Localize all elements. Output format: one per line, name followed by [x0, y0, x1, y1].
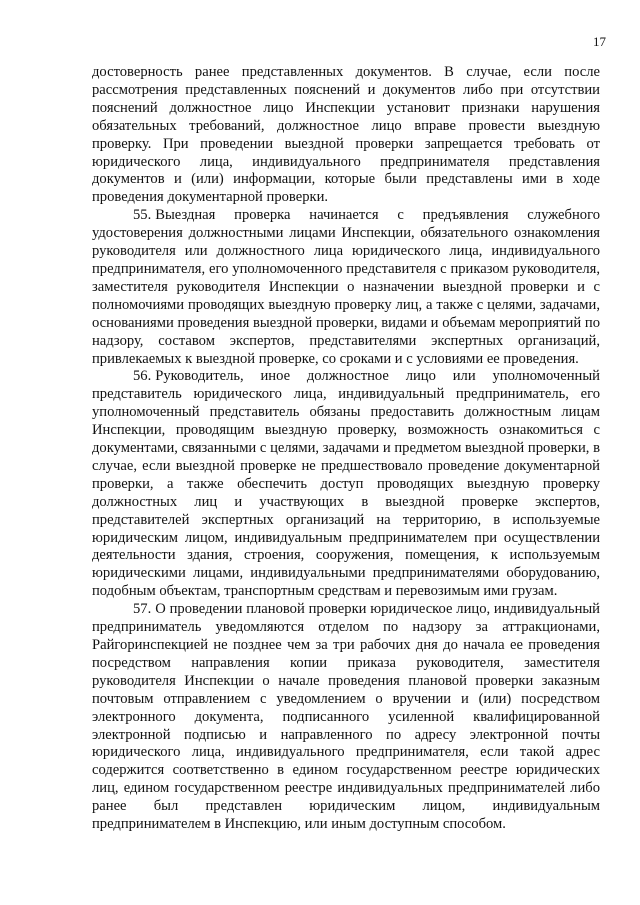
paragraph-text: Выездная проверка начинается с предъявления служебного удостоверения должностными лицами Инспекции, обязательного ознакомления руководителя или должностного лица юридического лица, индивидуального предпринимателя, его уполномоченного представителя с приказом руководителя, заместителя руководителя Инспекции о назначении выездной проверки и с полномочиями проводящих выездную проверку лиц, а также с целями, задачами, основаниями проведения выездной проверки, видами и объемам мероприятий по надзору, составом экспертов, представителями экспертных организаций, привлекаемых к выездной проверке, со сроками и с условиями ее проведения.: [92, 207, 600, 367]
paragraph-number: 57.: [133, 601, 152, 618]
paragraph-57: [92, 601, 600, 834]
paragraph-text: Руководитель, иное должностное лицо или уполномоченный представитель юридического лица, индивидуальный предприниматель, его уполномоченный представитель обязаны предоставить должностным лицам Инспекции, проводящим выездную проверку, возможность ознакомиться с документами, связанными с целями, задачами и предметом выездной проверки, в случае, если выездной проверке не предшествовало проведение документарной проверки, а также обеспечить доступ проводящих выездную проверку должностных лиц и участвующих в выездной проверке экспертов, представителей экспертных организаций на территорию, в используемые юридическим лицом, индивидуальным предпринимателем при осуществлении деятельности здания, строения, сооружения, помещения, к используемым юридическими лицами, индивидуальными предпринимателями оборудованию, подобным объектам, транспортным средствам и перевозимым ими грузам.: [92, 368, 600, 600]
paragraph-55: [92, 207, 600, 368]
paragraph-number: 55.: [133, 207, 152, 224]
paragraph-56: [92, 368, 600, 601]
paragraph-text: О проведении плановой проверки юридическое лицо, индивидуальный предприниматель уведомляются отделом по надзору за аттракционами, Райгоринспекцией не позднее чем за три рабочих дня до начала ее проведения посредством направления копии приказа руководителя, заместителя руководителя Инспекции о начале проведения плановой проверки заказным почтовым отправлением с уведомлением о вручении и (или) посредством электронного документа, подписанного усиленной квалифицированной электронной подписью и направленного по адресу электронной почты юридического лица, индивидуального предпринимателя, если такой адрес содержится соответственно в едином государственном реестре юридических лиц, едином государственном реестре индивидуальных предпринимателей либо ранее был представлен юридическим лицом, индивидуальным предпринимателем в Инспекцию, или иным доступным способом.: [92, 601, 600, 833]
paragraph-number: 56.: [133, 368, 152, 385]
paragraph-continuation: [92, 64, 600, 207]
page-number: 17: [593, 34, 606, 49]
document-body: [92, 64, 600, 834]
paragraph-text: достоверность ранее представленных документов. В случае, если после рассмотрения представленных пояснений и документов либо при отсутствии пояснений должностное лицо Инспекции установит признаки нарушения обязательных требований, должностное лицо вправе провести выездную проверку. При проведении выездной проверки запрещается требовать от юридического лица, индивидуального предпринимателя представления документов и (или) информации, которые были представлены ими в ходе проведения документарной проверки.: [92, 64, 600, 206]
